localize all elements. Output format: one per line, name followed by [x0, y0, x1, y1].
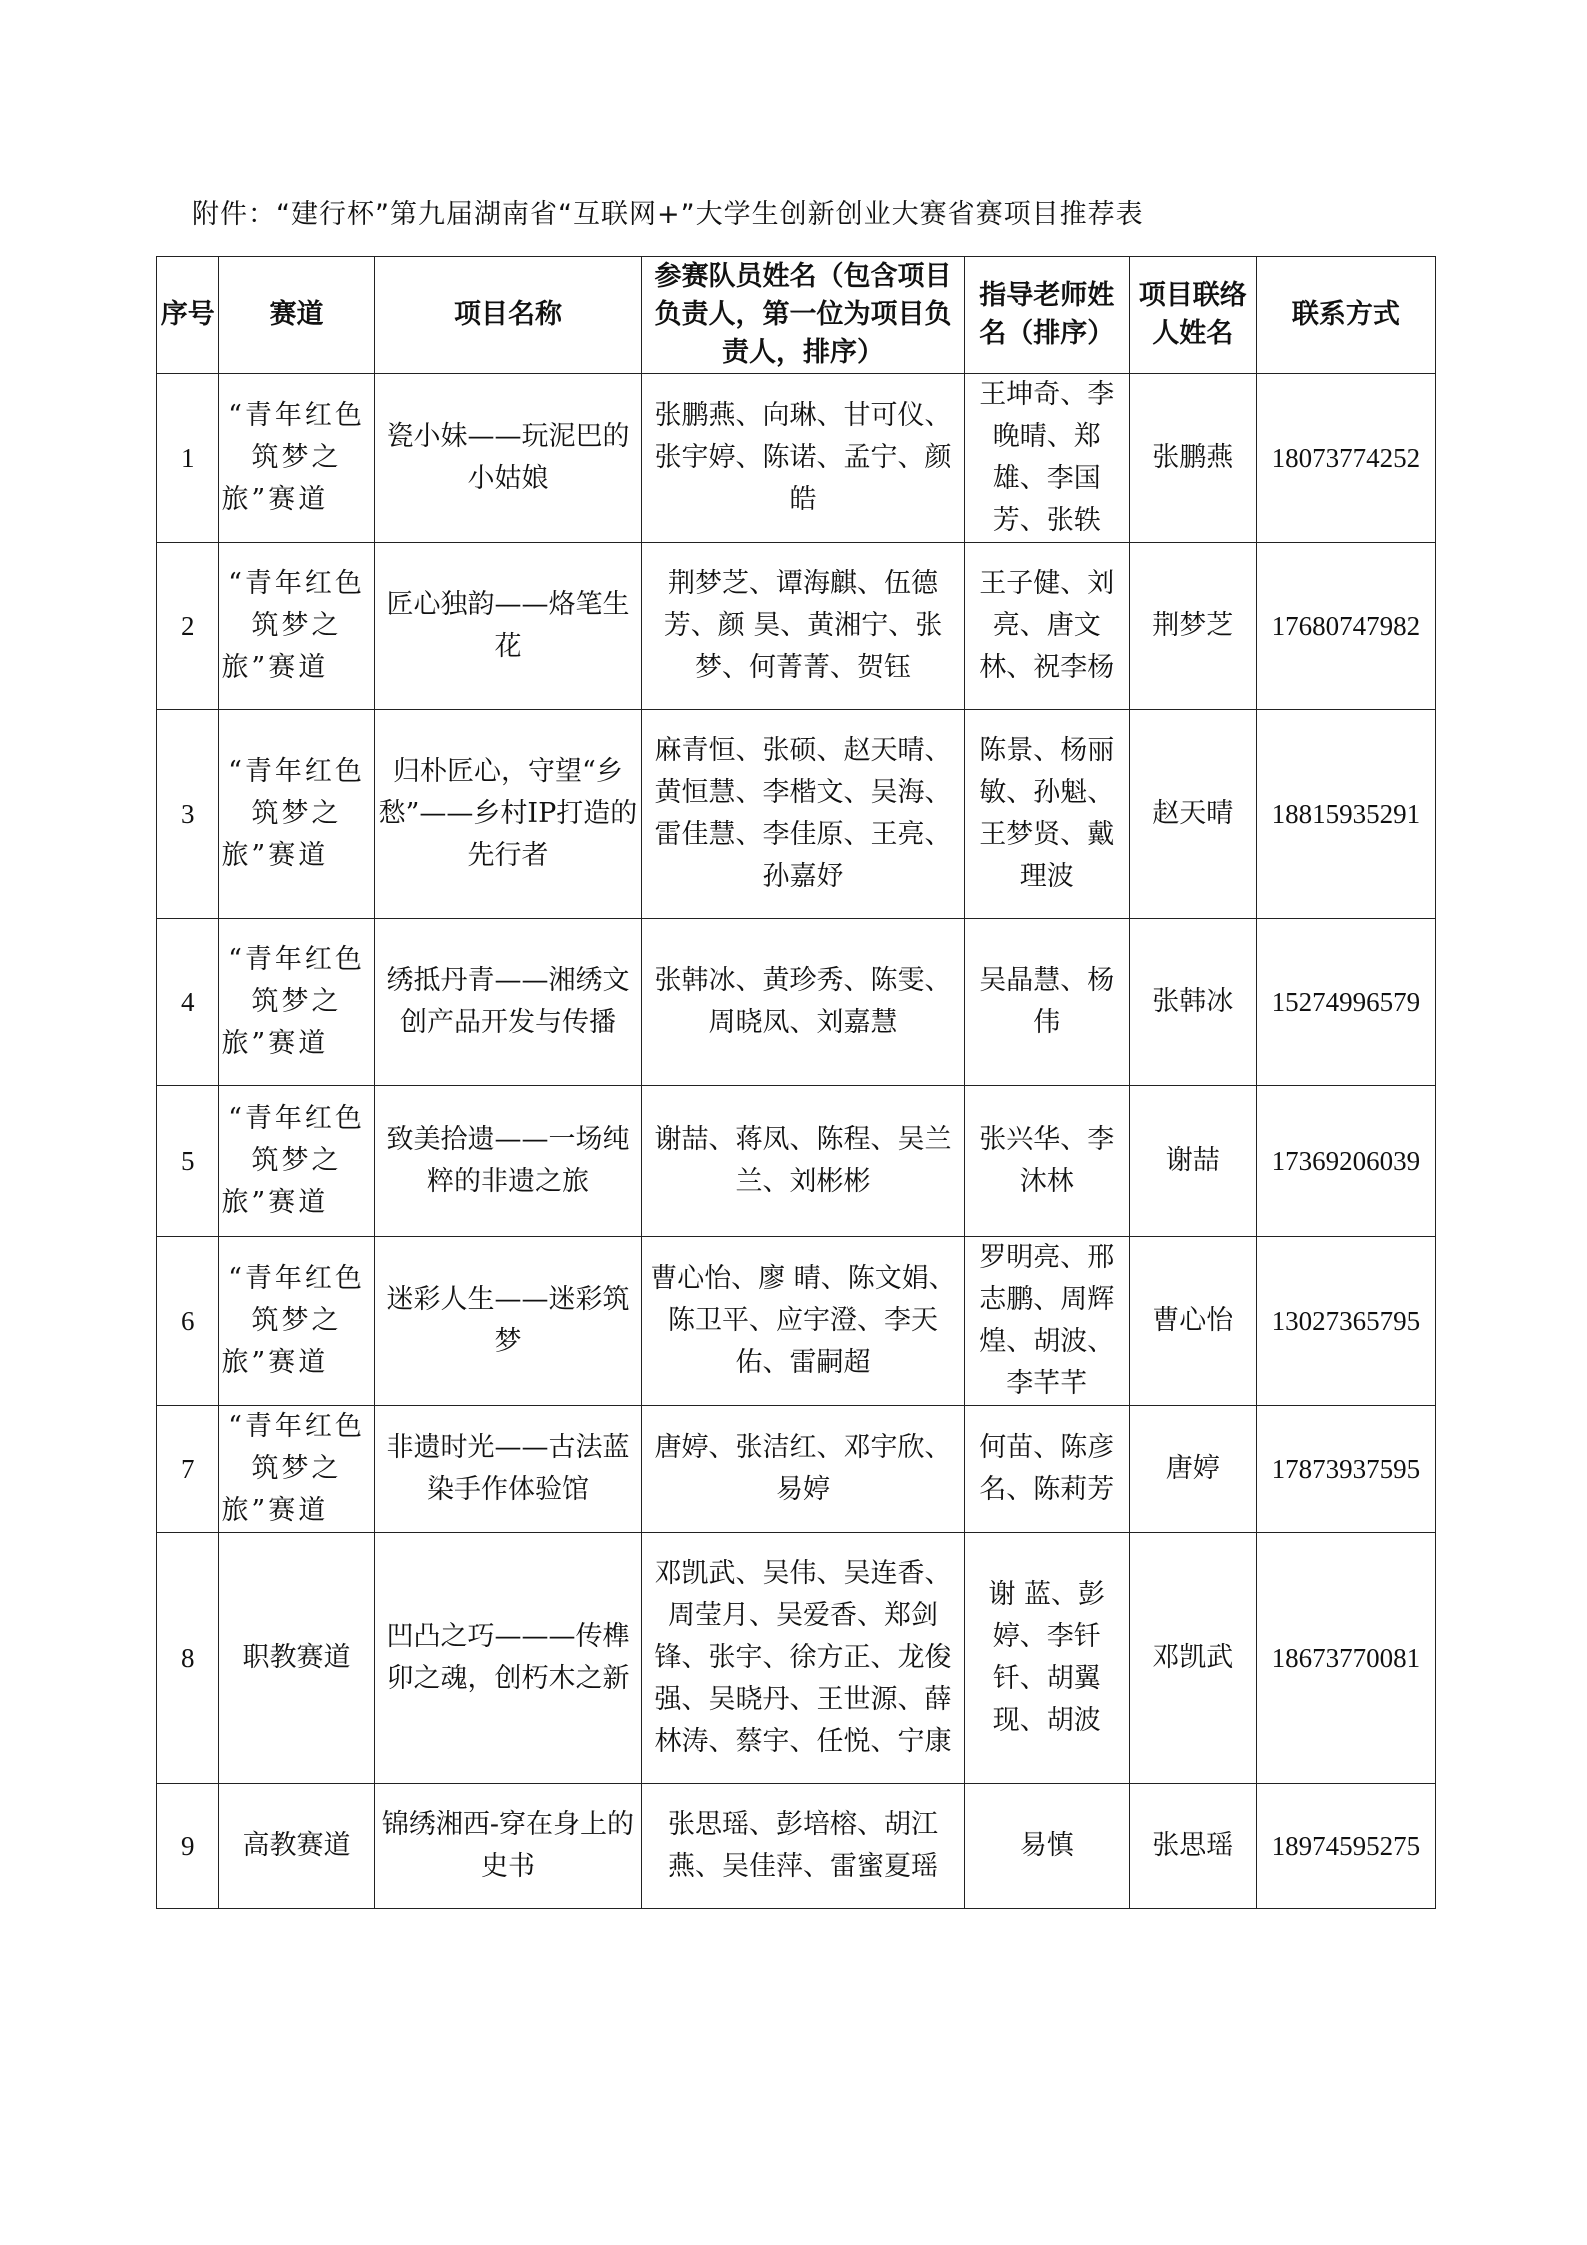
cell-seq: 6 [157, 1237, 219, 1406]
cell-contact: 张鹏燕 [1129, 374, 1256, 543]
cell-contact: 张思瑶 [1129, 1784, 1256, 1909]
header-project: 项目名称 [374, 257, 642, 374]
cell-members: 荆梦芝、谭海麒、伍德芳、颜 昊、黄湘宁、张 梦、何菁菁、贺钰 [642, 543, 964, 710]
cell-advisors: 易慎 [964, 1784, 1129, 1909]
cell-contact: 荆梦芝 [1129, 543, 1256, 710]
cell-members: 张韩冰、黄珍秀、陈雯、周晓凤、刘嘉慧 [642, 919, 964, 1086]
header-seq: 序号 [157, 257, 219, 374]
cell-phone: 13027365795 [1256, 1237, 1435, 1406]
cell-advisors: 陈景、杨丽敏、孙魁、王梦贤、戴理波 [964, 710, 1129, 919]
table-row [157, 543, 1436, 710]
cell-track: 职教赛道 [219, 1533, 374, 1784]
cell-contact: 赵天晴 [1129, 710, 1256, 919]
cell-members: 唐婷、张洁红、邓宇欣、易婷 [642, 1406, 964, 1533]
cell-phone: 17369206039 [1256, 1086, 1435, 1237]
table-row [157, 1784, 1436, 1909]
cell-seq: 9 [157, 1784, 219, 1909]
cell-advisors: 谢 蓝、彭婷、李钎钎、胡翼现、胡波 [964, 1533, 1129, 1784]
table-row [157, 1406, 1436, 1533]
cell-project: 瓷小妹——玩泥巴的小姑娘 [374, 374, 642, 543]
cell-seq: 3 [157, 710, 219, 919]
cell-project: 迷彩人生——迷彩筑梦 [374, 1237, 642, 1406]
cell-advisors: 何苗、陈彦名、陈莉芳 [964, 1406, 1129, 1533]
cell-advisors: 罗明亮、邢志鹏、周辉煌、胡波、李芊芊 [964, 1237, 1129, 1406]
cell-contact: 唐婷 [1129, 1406, 1256, 1533]
table-header-row [157, 257, 1436, 374]
table-row [157, 374, 1436, 543]
cell-project: 锦绣湘西-穿在身上的史书 [374, 1784, 642, 1909]
cell-project: 致美拾遗——一场纯粹的非遗之旅 [374, 1086, 642, 1237]
cell-phone: 18073774252 [1256, 374, 1435, 543]
cell-track: “青年红色筑梦之旅”赛道 [219, 710, 374, 919]
cell-members: 张思瑶、彭培榕、胡江燕、吴佳萍、雷蜜夏瑶 [642, 1784, 964, 1909]
cell-contact: 曹心怡 [1129, 1237, 1256, 1406]
header-phone: 联系方式 [1256, 257, 1435, 374]
cell-contact: 张韩冰 [1129, 919, 1256, 1086]
cell-advisors: 吴晶慧、杨伟 [964, 919, 1129, 1086]
cell-track: “青年红色筑梦之旅”赛道 [219, 919, 374, 1086]
cell-project: 绣抵丹青——湘绣文创产品开发与传播 [374, 919, 642, 1086]
cell-advisors: 王坤奇、李晚晴、郑雄、李国芳、张轶 [964, 374, 1129, 543]
cell-seq: 1 [157, 374, 219, 543]
cell-phone: 15274996579 [1256, 919, 1435, 1086]
header-members: 参赛队员姓名（包含项目负责人，第一位为项目负责人，排序） [642, 257, 964, 374]
cell-seq: 2 [157, 543, 219, 710]
cell-contact: 邓凯武 [1129, 1533, 1256, 1784]
cell-project: 非遗时光——古法蓝染手作体验馆 [374, 1406, 642, 1533]
cell-advisors: 王子健、刘亮、唐文林、祝李杨 [964, 543, 1129, 710]
table-row [157, 710, 1436, 919]
cell-track: “青年红色筑梦之旅”赛道 [219, 1086, 374, 1237]
cell-members: 张鹏燕、向琳、甘可仪、张宇婷、陈诺、孟宁、颜皓 [642, 374, 964, 543]
cell-members: 曹心怡、廖 晴、陈文娟、陈卫平、应宇澄、李天佑、雷嗣超 [642, 1237, 964, 1406]
cell-phone: 18815935291 [1256, 710, 1435, 919]
table-row [157, 1086, 1436, 1237]
cell-phone: 18974595275 [1256, 1784, 1435, 1909]
cell-contact: 谢喆 [1129, 1086, 1256, 1237]
cell-track: “青年红色筑梦之旅”赛道 [219, 1237, 374, 1406]
cell-project: 凹凸之巧———传榫卯之魂，创朽木之新 [374, 1533, 642, 1784]
cell-track: 高教赛道 [219, 1784, 374, 1909]
table-row [157, 919, 1436, 1086]
header-contact: 项目联络人姓名 [1129, 257, 1256, 374]
cell-members: 麻青恒、张硕、赵天晴、黄恒慧、李楷文、吴海、雷佳慧、李佳原、王亮、孙嘉妤 [642, 710, 964, 919]
cell-track: “青年红色筑梦之旅”赛道 [219, 543, 374, 710]
cell-track: “青年红色筑梦之旅”赛道 [219, 374, 374, 543]
recommendation-table [156, 256, 1436, 1909]
document-title: 附件：“建行杯”第九届湖南省“互联网+”大学生创新创业大赛省赛项目推荐表 [192, 199, 1144, 230]
header-track: 赛道 [219, 257, 374, 374]
cell-phone: 18673770081 [1256, 1533, 1435, 1784]
cell-seq: 7 [157, 1406, 219, 1533]
cell-phone: 17873937595 [1256, 1406, 1435, 1533]
cell-seq: 5 [157, 1086, 219, 1237]
header-advisors: 指导老师姓名（排序） [964, 257, 1129, 374]
table-row [157, 1237, 1436, 1406]
cell-advisors: 张兴华、李沐林 [964, 1086, 1129, 1237]
cell-track: “青年红色筑梦之旅”赛道 [219, 1406, 374, 1533]
cell-members: 谢喆、蒋凤、陈程、吴兰兰、刘彬彬 [642, 1086, 964, 1237]
cell-project: 匠心独韵——烙笔生花 [374, 543, 642, 710]
cell-seq: 4 [157, 919, 219, 1086]
cell-phone: 17680747982 [1256, 543, 1435, 710]
cell-project: 归朴匠心，守望“乡愁”——乡村IP打造的先行者 [374, 710, 642, 919]
cell-seq: 8 [157, 1533, 219, 1784]
table-row [157, 1533, 1436, 1784]
cell-members: 邓凯武、吴伟、吴连香、周莹月、吴爱香、郑剑锋、张宇、徐方正、龙俊强、吴晓丹、王世源、薛林涛、蔡宇、任悦、宁康 [642, 1533, 964, 1784]
